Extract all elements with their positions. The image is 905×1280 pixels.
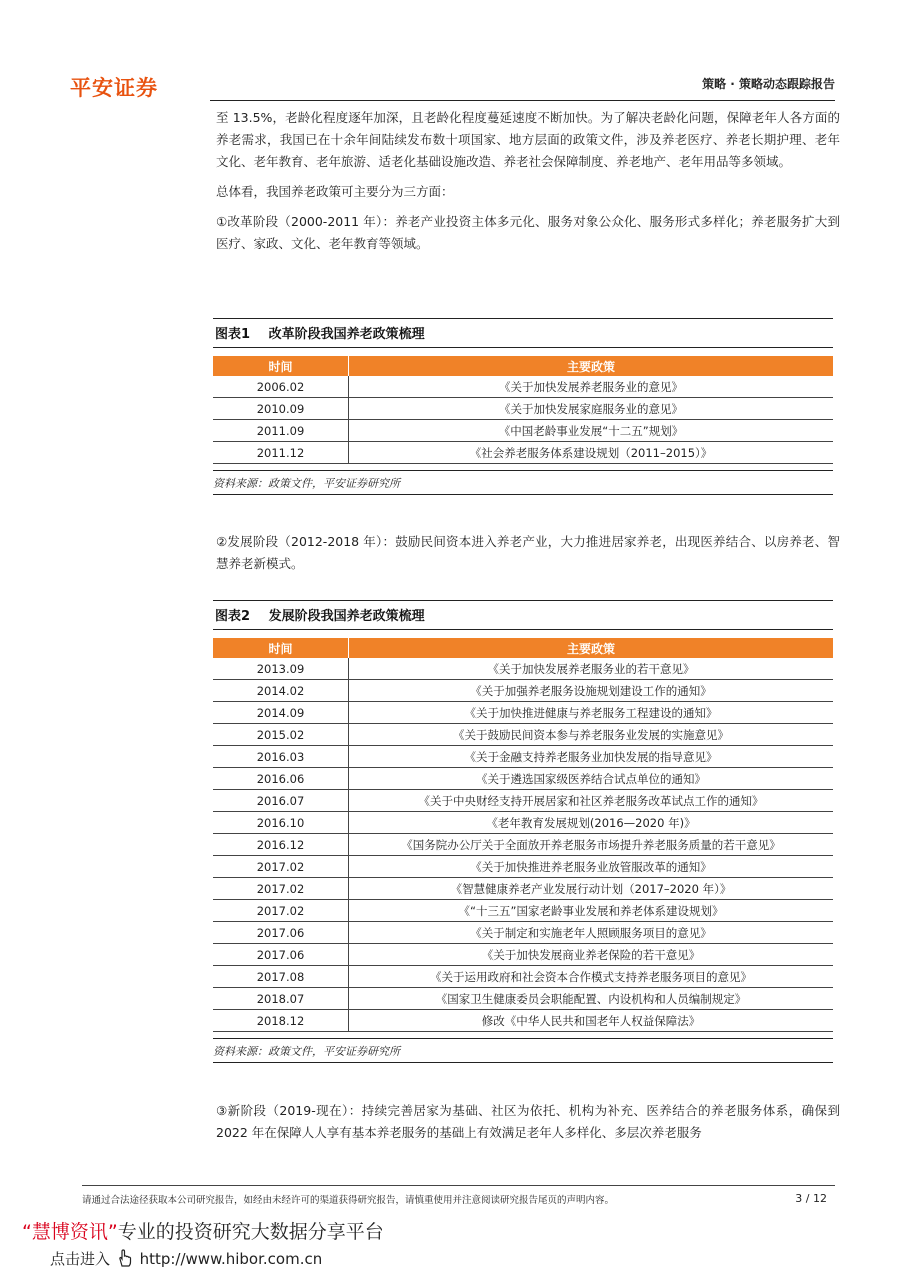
table2-source: 资料来源：政策文件，平安证券研究所 bbox=[213, 1038, 833, 1063]
policy-cell: 《关于加强养老服务设施规划建设工作的通知》 bbox=[349, 680, 834, 702]
table-row bbox=[213, 812, 833, 834]
table2-col-policy: 主要政策 bbox=[349, 638, 834, 658]
table2-title-text: 发展阶段我国养老政策梳理 bbox=[268, 609, 425, 624]
header-divider bbox=[210, 100, 835, 101]
table1-title bbox=[213, 318, 833, 348]
table-row bbox=[213, 680, 833, 702]
pointer-hand-icon bbox=[117, 1249, 133, 1267]
policy-cell: 《关于金融支持养老服务业加快发展的指导意见》 bbox=[349, 746, 834, 768]
stage-two-paragraph: ②发展阶段（2012-2018 年）：鼓励民间资本进入养老产业，大力推进居家养老，出现医养结合、以房养老、智慧养老新模式。 bbox=[216, 534, 840, 571]
time-cell: 2017.02 bbox=[213, 878, 349, 900]
table-row bbox=[213, 944, 833, 966]
table-row bbox=[213, 420, 833, 442]
table-row bbox=[213, 878, 833, 900]
time-cell: 2016.06 bbox=[213, 768, 349, 790]
table2-block bbox=[213, 600, 833, 1063]
table-row bbox=[213, 922, 833, 944]
table-row bbox=[213, 658, 833, 680]
policy-cell: 《“十三五”国家老龄事业发展和养老体系建设规划》 bbox=[349, 900, 834, 922]
table2-col-time: 时间 bbox=[213, 638, 349, 658]
policy-cell: 《国家卫生健康委员会职能配置、内设机构和人员编制规定》 bbox=[349, 988, 834, 1010]
time-cell: 2016.03 bbox=[213, 746, 349, 768]
document-type: 策略 · 策略动态跟踪报告 bbox=[702, 77, 835, 91]
table-row bbox=[213, 966, 833, 988]
stage-one-paragraph: ①改革阶段（2000-2011 年）：养老产业投资主体多元化、服务对象公众化、服务形式多样化；养老服务扩大到医疗、家政、文化、老年教育等领域。 bbox=[216, 214, 840, 251]
stage-three-section bbox=[216, 1100, 840, 1144]
intro-paragraph: 至 13.5%，老龄化程度逐年加深，且老龄化程度蔓延速度不断加快。为了解决老龄化问题，保障老年人各方面的养老需求，我国已在十余年间陆续发布数十项国家、地方层面的政策文件，涉及养老医疗、养老长期护理、老年文化、老年教育、老年旅游、适老化基础设施改造、养老社会保障制度、养老地产、老年用品等多领域。 bbox=[216, 110, 840, 169]
table1 bbox=[213, 356, 833, 464]
policy-cell: 《关于加快发展家庭服务业的意见》 bbox=[349, 398, 834, 420]
time-cell: 2017.06 bbox=[213, 922, 349, 944]
table-row bbox=[213, 900, 833, 922]
table2-body bbox=[213, 658, 833, 1032]
table2-number: 图表2 bbox=[215, 609, 251, 624]
time-cell: 2013.09 bbox=[213, 658, 349, 680]
table2-title bbox=[213, 600, 833, 630]
time-cell: 2014.02 bbox=[213, 680, 349, 702]
company-logo: 平安证券 bbox=[70, 76, 158, 100]
table1-col-policy: 主要政策 bbox=[349, 356, 834, 376]
table2-header-row bbox=[213, 638, 833, 658]
time-cell: 2016.12 bbox=[213, 834, 349, 856]
policy-cell: 《关于遴选国家级医养结合试点单位的通知》 bbox=[349, 768, 834, 790]
promo-url-link[interactable]: http://www.hibor.com.cn bbox=[139, 1250, 323, 1268]
table-row bbox=[213, 442, 833, 464]
time-cell: 2017.06 bbox=[213, 944, 349, 966]
policy-cell: 《关于鼓励民间资本参与养老服务业发展的实施意见》 bbox=[349, 724, 834, 746]
time-cell: 2016.10 bbox=[213, 812, 349, 834]
table-row bbox=[213, 724, 833, 746]
table-row bbox=[213, 790, 833, 812]
policy-cell: 《关于中央财经支持开展居家和社区养老服务改革试点工作的通知》 bbox=[349, 790, 834, 812]
policy-cell: 《社会养老服务体系建设规划（2011–2015）》 bbox=[349, 442, 834, 464]
policy-cell: 修改《中华人民共和国老年人权益保障法》 bbox=[349, 1010, 834, 1032]
table1-header-row bbox=[213, 356, 833, 376]
policy-cell: 《关于加快推进健康与养老服务工程建设的通知》 bbox=[349, 702, 834, 724]
policy-cell: 《关于加快发展商业养老保险的若干意见》 bbox=[349, 944, 834, 966]
time-cell: 2010.09 bbox=[213, 398, 349, 420]
table-row bbox=[213, 1010, 833, 1032]
promo-slogan: 专业的投资研究大数据分享平台 bbox=[117, 1221, 384, 1243]
policy-cell: 《关于加快发展养老服务业的若干意见》 bbox=[349, 658, 834, 680]
policy-cell: 《中国老龄事业发展“十二五”规划》 bbox=[349, 420, 834, 442]
stage-two-section bbox=[216, 531, 840, 575]
table1-title-text: 改革阶段我国养老政策梳理 bbox=[268, 327, 425, 342]
table1-body bbox=[213, 376, 833, 464]
summary-paragraph: 总体看，我国养老政策可主要分为三方面： bbox=[216, 184, 454, 199]
table-row bbox=[213, 702, 833, 724]
footer-disclaimer: 请通过合法途径获取本公司研究报告，如经由未经许可的渠道获得研究报告，请慎重使用并注意阅读研究报告尾页的声明内容。 bbox=[82, 1195, 615, 1206]
time-cell: 2006.02 bbox=[213, 376, 349, 398]
footer-divider bbox=[82, 1185, 835, 1186]
promo-banner bbox=[22, 1217, 384, 1244]
table1-block bbox=[213, 318, 833, 495]
table-row bbox=[213, 398, 833, 420]
table-row bbox=[213, 376, 833, 398]
table2 bbox=[213, 638, 833, 1032]
table1-col-time: 时间 bbox=[213, 356, 349, 376]
table1-number: 图表1 bbox=[215, 327, 251, 342]
table-row bbox=[213, 834, 833, 856]
time-cell: 2011.12 bbox=[213, 442, 349, 464]
policy-cell: 《关于加快推进养老服务业放管服改革的通知》 bbox=[349, 856, 834, 878]
time-cell: 2011.09 bbox=[213, 420, 349, 442]
table1-source: 资料来源：政策文件，平安证券研究所 bbox=[213, 470, 833, 495]
promo-link-line bbox=[50, 1248, 322, 1269]
table-row bbox=[213, 856, 833, 878]
time-cell: 2017.02 bbox=[213, 856, 349, 878]
time-cell: 2015.02 bbox=[213, 724, 349, 746]
time-cell: 2018.12 bbox=[213, 1010, 349, 1032]
policy-cell: 《关于制定和实施老年人照顾服务项目的意见》 bbox=[349, 922, 834, 944]
intro-section bbox=[216, 107, 840, 255]
policy-cell: 《国务院办公厅关于全面放开养老服务市场提升养老服务质量的若干意见》 bbox=[349, 834, 834, 856]
time-cell: 2018.07 bbox=[213, 988, 349, 1010]
time-cell: 2016.07 bbox=[213, 790, 349, 812]
promo-link-prefix: 点击进入 bbox=[50, 1250, 111, 1268]
page-number: 3 / 12 bbox=[795, 1192, 827, 1205]
policy-cell: 《关于运用政府和社会资本合作模式支持养老服务项目的意见》 bbox=[349, 966, 834, 988]
promo-brand: “慧博资讯” bbox=[22, 1221, 118, 1243]
time-cell: 2017.08 bbox=[213, 966, 349, 988]
policy-cell: 《智慧健康养老产业发展行动计划（2017–2020 年）》 bbox=[349, 878, 834, 900]
table-row bbox=[213, 746, 833, 768]
stage-three-paragraph: ③新阶段（2019-现在）：持续完善居家为基础、社区为依托、机构为补充、医养结合的养老服务体系，确保到 2022 年在保障人人享有基本养老服务的基础上有效满足老年人多样化、多层次养老服务 bbox=[216, 1103, 840, 1140]
time-cell: 2017.02 bbox=[213, 900, 349, 922]
table-row bbox=[213, 768, 833, 790]
policy-cell: 《关于加快发展养老服务业的意见》 bbox=[349, 376, 834, 398]
time-cell: 2014.09 bbox=[213, 702, 349, 724]
policy-cell: 《老年教育发展规划(2016—2020 年)》 bbox=[349, 812, 834, 834]
table-row bbox=[213, 988, 833, 1010]
